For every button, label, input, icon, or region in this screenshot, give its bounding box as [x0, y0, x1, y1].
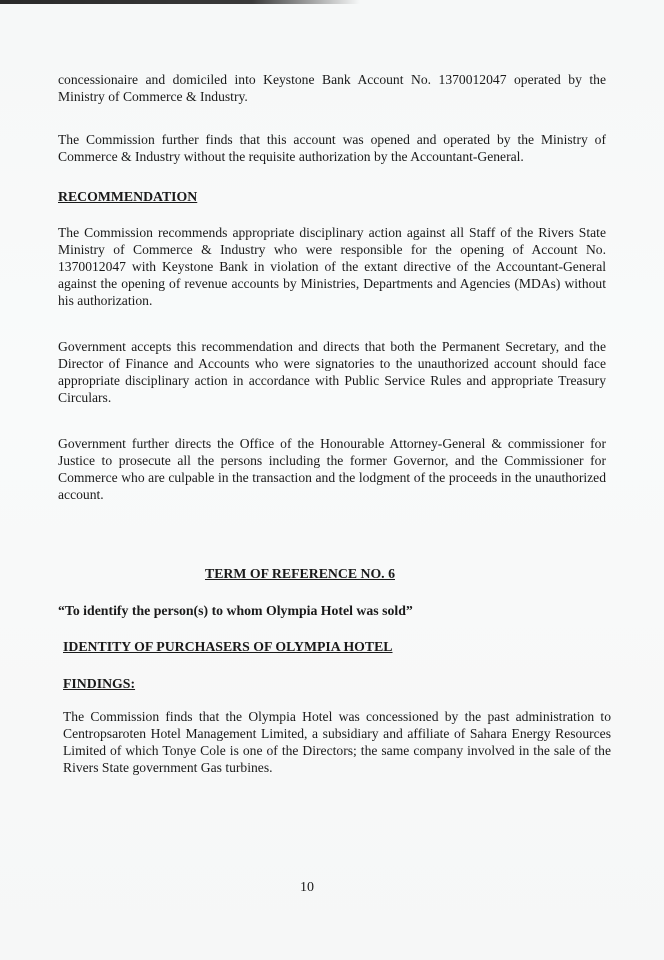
paragraph-text: Government further directs the Office of the Honourable Attorney-General & commissioner for Justice to prosecute all the persons including the former Governor, and the Commissioner for Commerce who are culpable in the transaction and the lodgment of the proceeds in the unauthorized account.: [58, 436, 606, 502]
paragraph-recommendation: [58, 224, 606, 309]
scan-edge-shadow: [0, 0, 360, 4]
paragraph-government-accepts: [58, 338, 606, 406]
heading-findings: FINDINGS:: [63, 676, 136, 691]
paragraph-text: concessionaire and domiciled into Keystone Bank Account No. 1370012047 operated by the Ministry of Commerce & Industry.: [58, 72, 606, 104]
paragraph-text: Government accepts this recommendation and directs that both the Permanent Secretary, and the Director of Finance and Accounts who were signatories to the unauthorized account should face appropriate disciplinary action in accordance with Public Service Rules and appropriate Treasury Circulars.: [58, 339, 606, 405]
page-number: 10: [300, 880, 314, 895]
heading-identity-of-purchasers: IDENTITY OF PURCHASERS OF OLYMPIA HOTEL: [63, 639, 393, 654]
paragraph-text: The Commission recommends appropriate disciplinary action against all Staff of the Rivers State Ministry of Commerce & Industry who were responsible for the opening of Account No. 1370012047 with Keystone Bank in violation of the extant directive of the Accountant-General against the opening of revenue accounts by Ministries, Departments and Agencies (MDAs) without his authorization.: [58, 225, 606, 308]
paragraph-account-domiciled: [58, 71, 606, 105]
paragraph-olympia-findings: [63, 708, 611, 776]
paragraph-text: The Commission further finds that this account was opened and operated by the Ministry of Commerce & Industry without the requisite authorization by the Accountant-General.: [58, 132, 606, 164]
paragraph-government-directs: [58, 435, 606, 503]
heading-recommendation: RECOMMENDATION: [58, 189, 198, 204]
paragraph-text: The Commission finds that the Olympia Hotel was concessioned by the past administration to Centropsaroten Hotel Management Limited, a subsidiary and affiliate of Sahara Energy Resources Limited of which Tonye Cole is one of the Directors; the same company involved in the sale of the Rivers State government Gas turbines.: [63, 709, 611, 775]
heading-term-of-reference: TERM OF REFERENCE NO. 6: [205, 566, 395, 581]
paragraph-account-opened: [58, 131, 606, 165]
term-of-reference-quote: “To identify the person(s) to whom Olympia Hotel was sold”: [58, 603, 413, 618]
